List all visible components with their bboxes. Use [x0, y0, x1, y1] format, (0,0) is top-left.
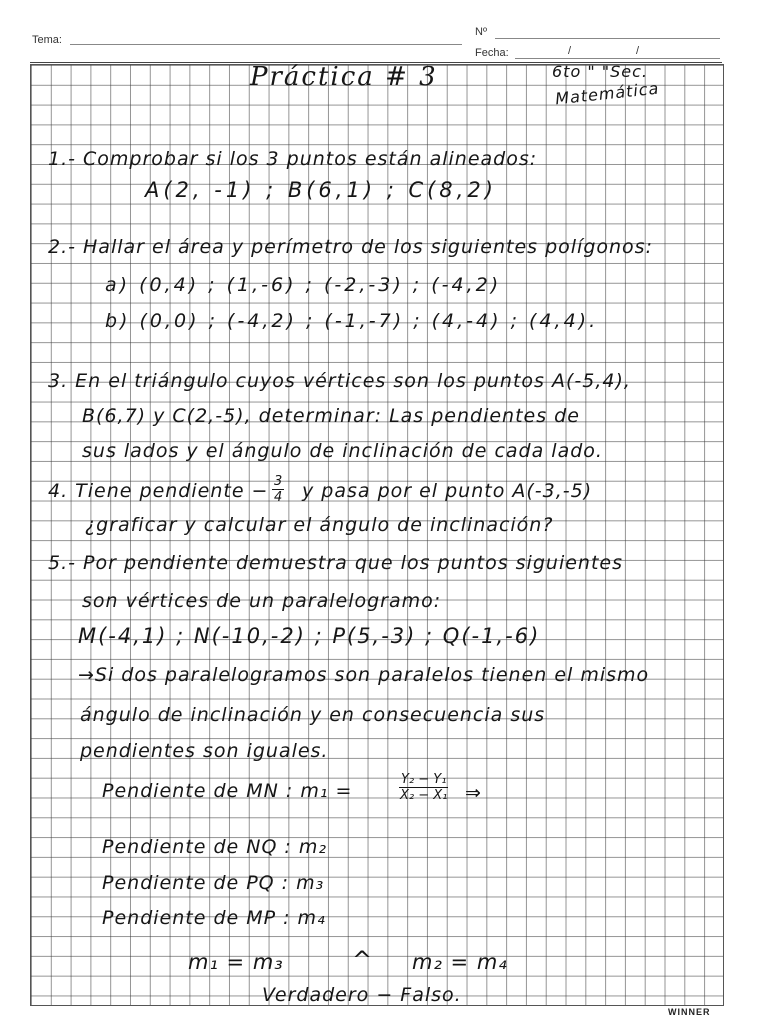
problem-5-line-1: 5.- Por pendiente demuestra que los puntos siguientes	[48, 552, 623, 574]
problem-5-line-6: pendientes son iguales.	[80, 740, 329, 762]
numero-line	[495, 38, 720, 39]
slope-fraction-numerator: 3	[274, 474, 283, 489]
slope-fraction	[272, 474, 284, 505]
tema-label: Tema:	[32, 34, 62, 46]
problem-5-line-4: →Si dos paralelogramos son paralelos tienen el mismo	[78, 664, 650, 686]
problem-5-points: M(-4,1) ; N(-10,-2) ; P(5,-3) ; Q(-1,-6)	[78, 624, 541, 648]
slope-mn-label: Pendiente de MN : m₁ =	[102, 780, 353, 802]
problem-4-line-1b: y pasa por el punto A(-3,-5)	[302, 480, 593, 502]
slope-mp-label: Pendiente de MP : m₄	[102, 907, 326, 929]
slope-pq-label: Pendiente de PQ : m₃	[102, 872, 325, 894]
conclusion-right: m₂ = m₄	[412, 950, 508, 974]
problem-3-line-1: 3. En el triángulo cuyos vértices son los puntos A(-5,4),	[48, 370, 631, 392]
problem-1-statement: 1.- Comprobar si los 3 puntos están alineados:	[48, 148, 538, 170]
fecha-sep-2: /	[636, 45, 640, 57]
slope-formula	[398, 772, 449, 803]
slope-fraction-denominator: 4	[274, 490, 283, 505]
conclusion-left: m₁ = m₃	[188, 950, 284, 974]
tema-line	[70, 44, 462, 45]
numero-label: Nº	[475, 26, 487, 38]
problem-5-line-2: son vértices de un paralelogramo:	[82, 590, 442, 612]
problem-4-line-2: ¿graficar y calcular el ángulo de inclinación?	[85, 514, 554, 536]
fecha-sep-1: /	[568, 45, 572, 57]
problem-2a: a) (0,4) ; (1,-6) ; (-2,-3) ; (-4,2)	[105, 274, 502, 296]
problem-3-line-3: sus lados y el ángulo de inclinación de cada lado.	[82, 440, 603, 462]
page-title: Práctica # 3	[250, 62, 438, 92]
subject-label: Matemática	[554, 78, 661, 109]
fecha-line	[515, 58, 720, 59]
logical-and-symbol: ^	[352, 946, 374, 974]
slope-formula-denominator: X₂ − X₁	[400, 788, 448, 803]
slope-formula-numerator: Y₂ − Y₁	[400, 772, 447, 787]
paper-brand-logo: WINNER	[668, 1007, 711, 1017]
problem-5-line-5: ángulo de inclinación y en consecuencia sus	[80, 704, 546, 726]
grade-label: 6to " "Sec.	[552, 62, 649, 81]
fecha-label: Fecha:	[475, 47, 509, 59]
implies-arrow: ⇒	[465, 782, 482, 804]
problem-1-points: A(2, -1) ; B(6,1) ; C(8,2)	[145, 178, 497, 202]
problem-4-line-1a: 4. Tiene pendiente −	[48, 480, 269, 502]
verdict-options: Verdadero − Falso.	[262, 984, 462, 1006]
problem-2b: b) (0,0) ; (-4,2) ; (-1,-7) ; (4,-4) ; (4,4).	[105, 310, 599, 332]
problem-2-statement: 2.- Hallar el área y perímetro de los siguientes polígonos:	[48, 236, 653, 258]
problem-3-line-2: B(6,7) y C(2,-5), determinar: Las pendientes de	[82, 405, 580, 427]
slope-nq-label: Pendiente de NQ : m₂	[102, 836, 328, 858]
